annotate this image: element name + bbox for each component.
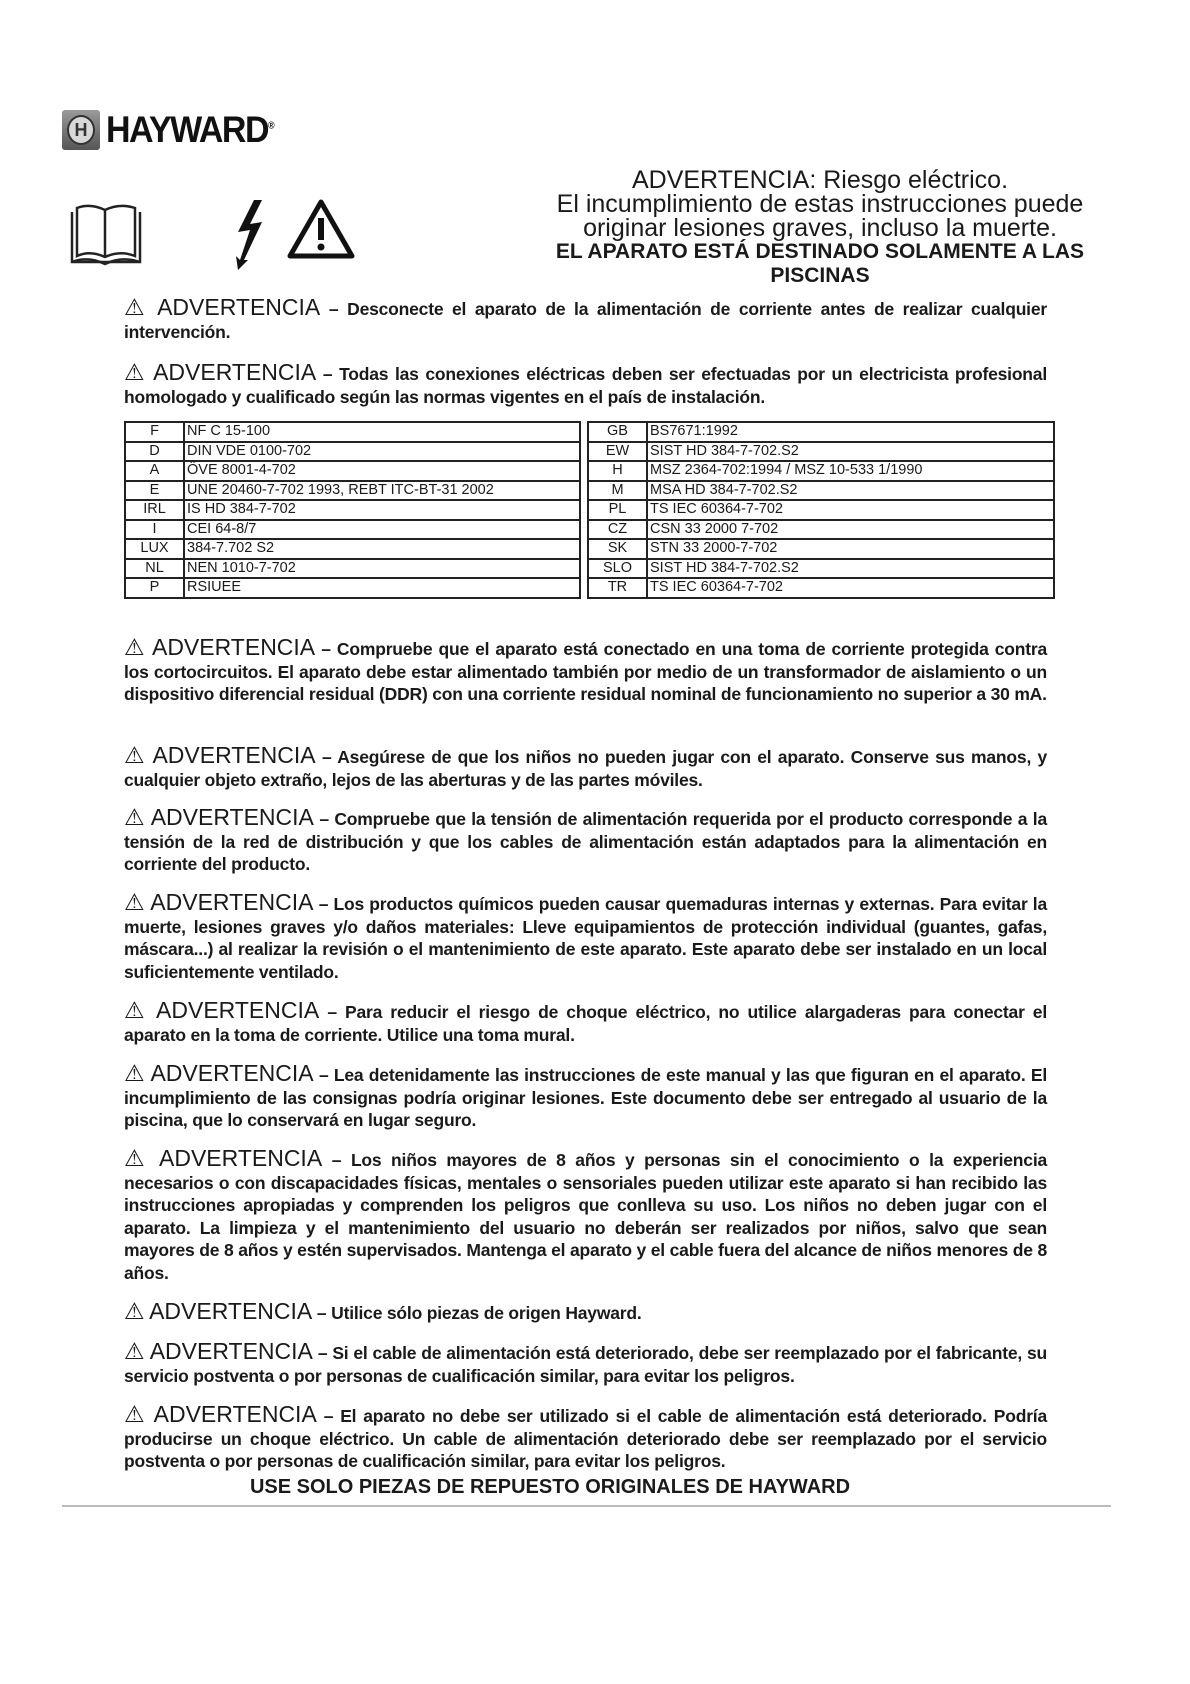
warning-label: ADVERTENCIA — [153, 359, 317, 385]
lightning-bolt-icon — [232, 198, 268, 272]
warning-text: Utilice sólo piezas de origen Hayward. — [331, 1303, 642, 1323]
warning-triangle-icon: ⚠ — [124, 294, 149, 320]
warning-triangle-icon: ⚠ — [124, 742, 147, 768]
warning-text: El aparato no debe ser utilizado si el cable de alimentación está deteriorado. Podría producirse un choque eléctrico. Un cable de alimentación deteriorado debe ser reemplazado por el servicio postventa o por personas de cualificación similar, para evitar los peligros. — [124, 1406, 1047, 1471]
warning-label: ADVERTENCIA — [157, 294, 321, 320]
hayward-logo — [62, 110, 275, 150]
standard: 384-7.702 S2 — [184, 539, 580, 559]
standard: MSZ 2364-702:1994 / MSZ 10-533 1/1990 — [647, 461, 1054, 481]
warning-paragraph: ⚠ ADVERTENCIA – Utilice sólo piezas de origen Hayward. — [124, 1298, 642, 1324]
warning-label: ADVERTENCIA — [156, 997, 320, 1023]
book-icon — [68, 204, 144, 268]
table-row — [125, 520, 1054, 540]
warning-paragraph: ⚠ ADVERTENCIA – Si el cable de alimentación está deteriorado, debe ser reemplazado por el fabricante, su servicio postventa o por personas de cualificación similar, para evitar los peligros. — [124, 1338, 1047, 1386]
standard: BS7671:1992 — [647, 422, 1054, 442]
standard: CSN 33 2000 7-702 — [647, 520, 1054, 540]
warning-text: Los productos químicos pueden causar quemaduras internas y externas. Para evitar la muerte, lesiones graves y/o daños materiales: Lleve equipamientos de protección individual (guantes, gafas, máscara...) al realizar la revisión o el mantenimiento de este aparato. Este aparato debe ser instalado en un local suficientemente ventilado. — [124, 894, 1048, 982]
table-row — [125, 461, 1054, 481]
column-separator — [580, 422, 588, 442]
warning-label: ADVERTENCIA — [151, 634, 316, 660]
column-separator — [580, 559, 588, 579]
column-separator — [580, 461, 588, 481]
warning-triangle-icon: ⚠ — [124, 804, 146, 830]
standards-table — [124, 421, 1055, 599]
standard: NEN 1010-7-702 — [184, 559, 580, 579]
country-code: PL — [588, 500, 647, 520]
column-separator — [580, 520, 588, 540]
standard: TS IEC 60364-7-702 — [647, 500, 1054, 520]
table-row — [125, 539, 1054, 559]
warning-paragraph: ⚠ ADVERTENCIA – Lea detenidamente las instrucciones de este manual y las que figuran en el aparato. El incumplimiento de las consignas podría originar lesiones. Este documento debe ser entregado al usuario de la piscina, que lo conservará en lugar seguro. — [124, 1060, 1047, 1130]
country-code: E — [125, 481, 184, 501]
warning-triangle-icon: ⚠ — [124, 1401, 147, 1427]
country-code: H — [588, 461, 647, 481]
country-code: LUX — [125, 539, 184, 559]
standard: IS HD 384-7-702 — [184, 500, 580, 520]
country-code: IRL — [125, 500, 184, 520]
column-separator — [580, 442, 588, 462]
warning-text: Lea detenidamente las instrucciones de este manual y las que figuran en el aparato. El incumplimiento de las consignas podría originar lesiones. Este documento debe ser entregado al usuario de la piscina, que lo conservará en lugar seguro. — [124, 1065, 1047, 1130]
warning-text: Compruebe que el aparato está conectado en una toma de corriente protegida contra los cortocircuitos. El aparato debe estar alimentado también por medio de un transformador de aislamiento o un dispositivo diferencial residual (DDR) con una corriente residual nominal de funcionamiento no superior a 30 mA. — [124, 639, 1047, 704]
divider — [62, 1505, 1111, 1507]
table-row — [125, 442, 1054, 462]
footer-note: USE SOLO PIEZAS DE REPUESTO ORIGINALES DE HAYWARD — [249, 1476, 851, 1498]
standard: MSA HD 384-7-702.S2 — [647, 481, 1054, 501]
country-code: A — [125, 461, 184, 481]
standard: DIN VDE 0100-702 — [184, 442, 580, 462]
country-code: I — [125, 520, 184, 540]
warning-label: ADVERTENCIA — [150, 1060, 314, 1086]
warning-text: Si el cable de alimentación está deteriorado, debe ser reemplazado por el fabricante, su servicio postventa o por personas de cualificación similar, para evitar los peligros. — [124, 1343, 1047, 1386]
warning-triangle-icon: ⚠ — [124, 1145, 150, 1171]
main-warning-title: ADVERTENCIA: Riesgo eléctrico. El incumplimiento de estas instrucciones puede originar lesiones graves, incluso la muerte. EL APARATO ESTÁ DESTINADO SOLAMENTE A LAS PISCINAS — [555, 166, 1085, 287]
country-code: M — [588, 481, 647, 501]
warning-paragraph: ⚠ ADVERTENCIA – Los productos químicos pueden causar quemaduras internas y externas. Para evitar la muerte, lesiones graves y/o daños materiales: Lleve equipamientos de protección individual (guantes, gafas, máscara...) al realizar la revisión o el mantenimiento de este aparato. Este aparato debe ser instalado en un local suficientemente ventilado. — [124, 889, 1048, 982]
warning-triangle-icon: ⚠ — [124, 889, 146, 915]
standard: NF C 15-100 — [184, 422, 580, 442]
warning-triangle-icon: ⚠ — [124, 1060, 146, 1086]
warning-paragraph: ⚠ ADVERTENCIA – Compruebe que la tensión de alimentación requerida por el producto corresponde a la tensión de la red de distribución y que los cables de alimentación están adaptados para la alimentación en corriente del producto. — [124, 804, 1047, 874]
table-row — [125, 481, 1054, 501]
warning-text: Asegúrese de que los niños no pueden jugar con el aparato. Conserve sus manos, y cualquier objeto extraño, lejos de las aberturas y de las partes móviles. — [124, 747, 1047, 790]
warning-text: Para reducir el riesgo de choque eléctrico, no utilice alargaderas para conectar el aparato en la toma de corriente. Utilice una toma mural. — [124, 1002, 1048, 1045]
warning-label: ADVERTENCIA — [153, 1401, 317, 1427]
standard: STN 33 2000-7-702 — [647, 539, 1054, 559]
warning-triangle-icon: ⚠ — [124, 359, 147, 385]
warning-triangle-icon: ⚠ — [124, 1298, 145, 1324]
column-separator — [580, 481, 588, 501]
warning-text: Desconecte el aparato de la alimentación de corriente antes de realizar cualquier intervención. — [124, 299, 1047, 342]
hayward-logo-text: HAYWARD® — [106, 108, 275, 151]
table-row — [125, 500, 1054, 520]
warning-label: ADVERTENCIA — [149, 1338, 313, 1364]
warning-label: ADVERTENCIA — [149, 1298, 313, 1324]
country-code: D — [125, 442, 184, 462]
warning-label: ADVERTENCIA — [152, 742, 316, 768]
warning-paragraph: ⚠ ADVERTENCIA – Compruebe que el aparato está conectado en una toma de corriente protegida contra los cortocircuitos. El aparato debe estar alimentado también por medio de un transformador de aislamiento o un dispositivo diferencial residual (DDR) con una corriente residual nominal de funcionamiento no superior a 30 mA. — [124, 634, 1047, 704]
warning-paragraph: ⚠ ADVERTENCIA – Todas las conexiones eléctricas deben ser efectuadas por un electricista profesional homologado y cualificado según las normas vigentes en el país de instalación. — [124, 359, 1047, 407]
standard: CEI 64-8/7 — [184, 520, 580, 540]
hayward-logo-mark: H — [62, 110, 100, 150]
warning-text: Los niños mayores de 8 años y personas sin el conocimiento o la experiencia necesarios o con discapacidades físicas, mentales o sensoriales pueden utilizar este aparato si han recibido las instrucciones apropiadas y comprenden los peligros que conlleva su uso. Los niños no deben jugar con el aparato. La limpieza y el mantenimiento del usuario no deberán ser realizados por niños, salvo que sean mayores de 8 años y estén supervisados. Mantenga el aparato y el cable fuera del alcance de niños menores de 8 años. — [124, 1150, 1048, 1283]
country-code: NL — [125, 559, 184, 579]
country-code: CZ — [588, 520, 647, 540]
warning-triangle-icon: ⚠ — [124, 634, 146, 660]
country-code: F — [125, 422, 184, 442]
warning-triangle-icon — [286, 198, 356, 260]
country-code: SK — [588, 539, 647, 559]
warning-text: Compruebe que la tensión de alimentación requerida por el producto corresponde a la tensión de la red de distribución y que los cables de alimentación están adaptados para la alimentación en corriente del producto. — [124, 809, 1047, 874]
country-code: SLO — [588, 559, 647, 579]
standard: SIST HD 384-7-702.S2 — [647, 442, 1054, 462]
standard: RSIUEE — [184, 578, 580, 598]
standard: UNE 20460-7-702 1993, REBT ITC-BT-31 2002 — [184, 481, 580, 501]
country-code: GB — [588, 422, 647, 442]
warning-paragraph: ⚠ ADVERTENCIA – Desconecte el aparato de la alimentación de corriente antes de realizar cualquier intervención. — [124, 294, 1047, 342]
column-separator — [580, 500, 588, 520]
column-separator — [580, 578, 588, 598]
table-row — [125, 578, 1054, 598]
standard: SIST HD 384-7-702.S2 — [647, 559, 1054, 579]
standard: TS IEC 60364-7-702 — [647, 578, 1054, 598]
warning-paragraph: ⚠ ADVERTENCIA – Los niños mayores de 8 años y personas sin el conocimiento o la experiencia necesarios o con discapacidades físicas, mentales o sensoriales pueden utilizar este aparato si han recibido las instrucciones apropiadas y comprenden los peligros que conlleva su uso. Los niños no deben jugar con el aparato. La limpieza y el mantenimiento del usuario no deberán ser realizados por niños, salvo que sean mayores de 8 años y estén supervisados. Mantenga el aparato y el cable fuera del alcance de niños menores de 8 años. — [124, 1145, 1048, 1283]
country-code: EW — [588, 442, 647, 462]
warning-triangle-icon: ⚠ — [124, 997, 148, 1023]
warning-label: ADVERTENCIA — [150, 804, 314, 830]
warning-label: ADVERTENCIA — [150, 889, 314, 915]
warning-paragraph: ⚠ ADVERTENCIA – Para reducir el riesgo de choque eléctrico, no utilice alargaderas para conectar el aparato en la toma de corriente. Utilice una toma mural. — [124, 997, 1048, 1045]
table-row — [125, 422, 1054, 442]
table-row — [125, 559, 1054, 579]
standard: ÖVE 8001-4-702 — [184, 461, 580, 481]
country-code: TR — [588, 578, 647, 598]
warning-label: ADVERTENCIA — [159, 1145, 323, 1171]
warning-paragraph: ⚠ ADVERTENCIA – El aparato no debe ser utilizado si el cable de alimentación está deteriorado. Podría producirse un choque eléctrico. Un cable de alimentación deteriorado debe ser reemplazado por el servicio postventa o por personas de cualificación similar, para evitar los peligros. — [124, 1401, 1047, 1471]
column-separator — [580, 539, 588, 559]
country-code: P — [125, 578, 184, 598]
warning-triangle-icon: ⚠ — [124, 1338, 145, 1364]
warning-text: Todas las conexiones eléctricas deben ser efectuadas por un electricista profesional homologado y cualificado según las normas vigentes en el país de instalación. — [124, 364, 1047, 407]
warning-paragraph: ⚠ ADVERTENCIA – Asegúrese de que los niños no pueden jugar con el aparato. Conserve sus manos, y cualquier objeto extraño, lejos de las aberturas y de las partes móviles. — [124, 742, 1047, 790]
